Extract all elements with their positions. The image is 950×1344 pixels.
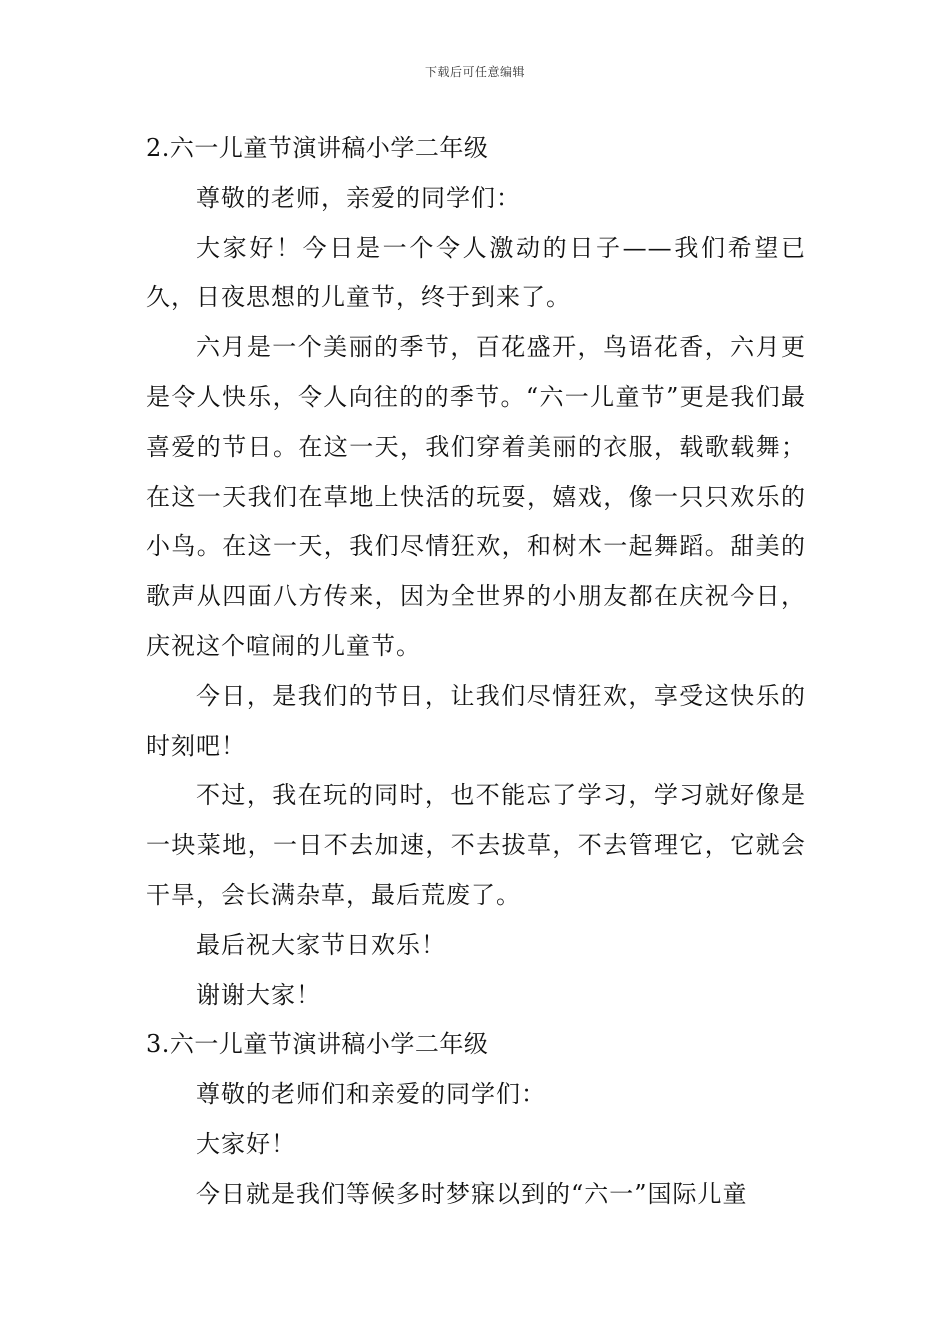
paragraph: 不过，我在玩的同时，也不能忘了学习，学习就好像是一块菜地，一日不去加速，不去拔草，不去管理它，它就会干旱，会长满杂草，最后荒废了。 bbox=[146, 781, 806, 909]
paragraph: 谢谢大家！ bbox=[196, 980, 321, 1009]
section-2 bbox=[146, 124, 806, 1020]
section-heading: 2.六一儿童节演讲稿小学二年级 bbox=[146, 134, 489, 162]
paragraph: 最后祝大家节日欢乐！ bbox=[196, 930, 446, 959]
document-body bbox=[146, 124, 806, 1220]
section-3 bbox=[146, 1020, 806, 1219]
paragraph: 大家好！ bbox=[196, 1129, 296, 1158]
paragraph: 大家好！今日是一个令人激动的日子——我们希望已久，日夜思想的儿童节，终于到来了。 bbox=[146, 233, 806, 312]
page-header: 下载后可任意编辑 bbox=[424, 65, 525, 79]
paragraph: 尊敬的老师们和亲爱的同学们： bbox=[196, 1080, 546, 1109]
paragraph: 六月是一个美丽的季节，百花盛开，鸟语花香，六月更是令人快乐，令人向往的的季节。“六一儿童节”更是我们最喜爱的节日。在这一天，我们穿着美丽的衣服，载歌载舞；在这一天我们在草地上快活的玩耍，嬉戏，像一只只欢乐的小鸟。在这一天，我们尽情狂欢，和树木一起舞蹈。甜美的歌声从四面八方传来，因为全世界的小朋友都在庆祝今日，庆祝这个喧闹的儿童节。 bbox=[146, 333, 806, 660]
section-heading: 3.六一儿童节演讲稿小学二年级 bbox=[146, 1030, 489, 1059]
paragraph: 今日，是我们的节日，让我们尽情狂欢，享受这快乐的时刻吧！ bbox=[146, 681, 806, 760]
paragraph: 尊敬的老师，亲爱的同学们： bbox=[196, 183, 521, 212]
paragraph: 今日就是我们等候多时梦寐以到的“六一”国际儿童 bbox=[196, 1179, 748, 1208]
